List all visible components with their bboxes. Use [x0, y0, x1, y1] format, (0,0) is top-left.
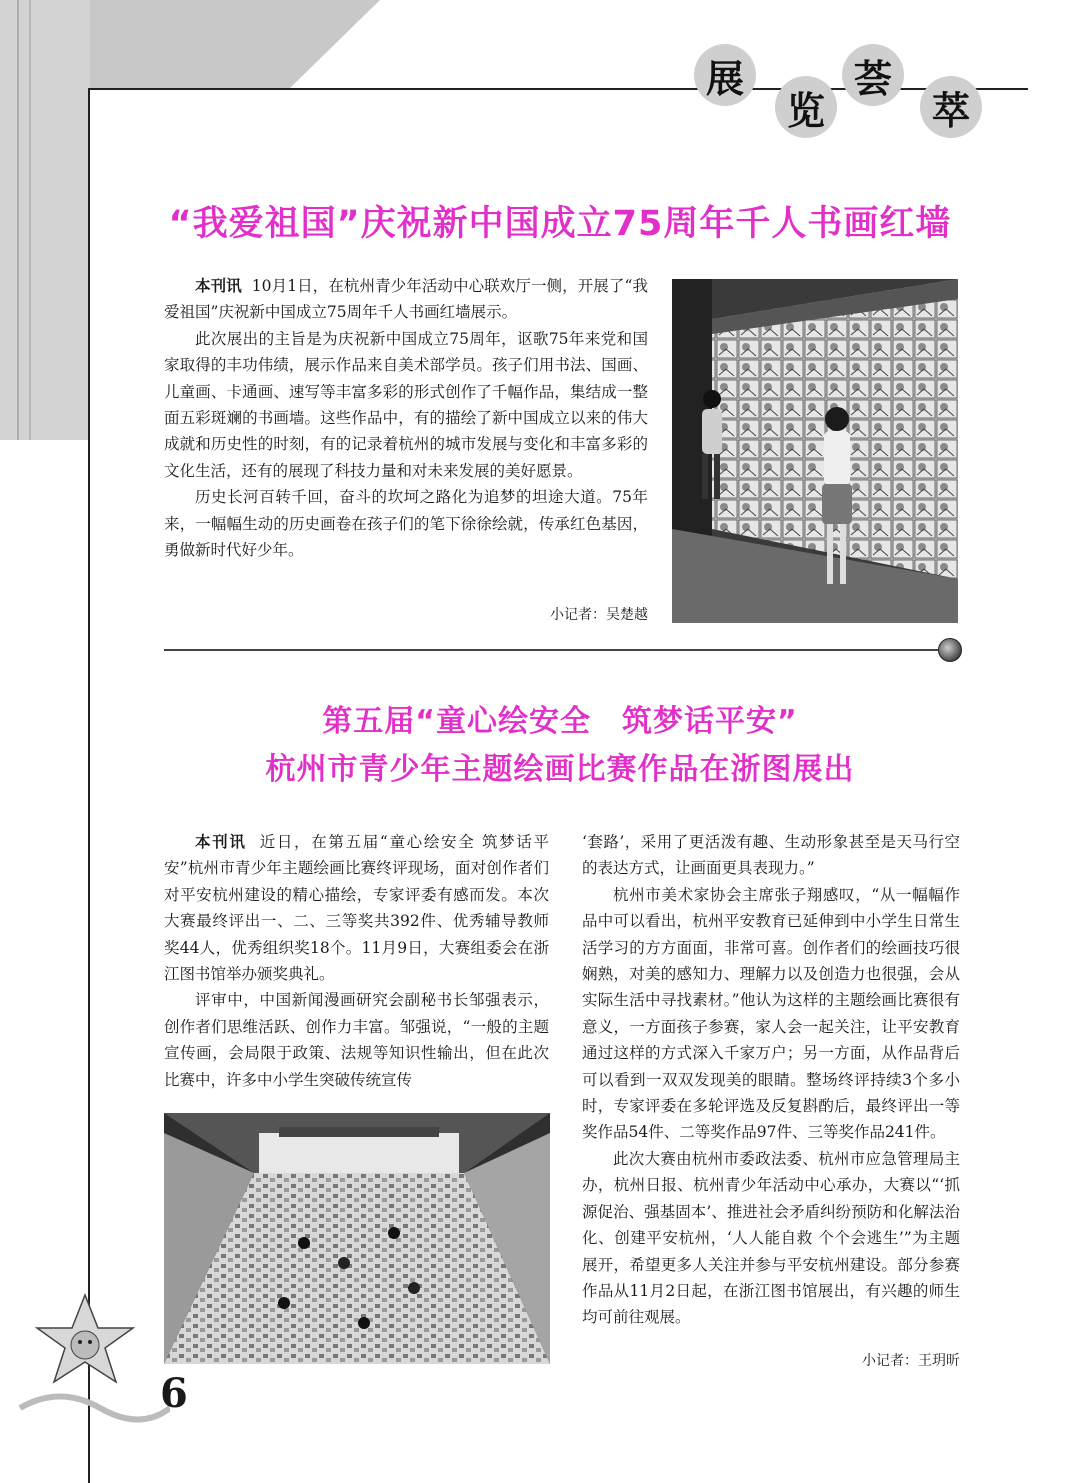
- page-number: 6: [160, 1370, 188, 1417]
- article2-paragraph-2-continued: ‘套路’，采用了更活泼有趣、生动形象甚至是天马行空的表达方式，让画面更具表现力。”: [582, 833, 960, 878]
- section-divider: [164, 649, 940, 651]
- photo-children-painting-wall: [672, 279, 958, 623]
- photo-exhibition-hall: [164, 1113, 550, 1364]
- article2-paragraph-3: 杭州市美术家协会主席张子翔感叹，“从一幅幅作品中可以看出，杭州平安教育已延伸到中小学生日常生活学习的方方面面，非常可喜。创作者们的绘画技巧很娴熟，对美的感知力、理解力以及创造力也很强，会从实际生活中寻找素材。”他认为这样的主题绘画比赛很有意义，一方面孩子参赛，家人会一起关注，让平安教育通过这样的方式深入千家万户；另一方面，从作品背后可以看到一双双发现美的眼睛。整场终评持续3个多小时，专家评委在多轮评选及反复斟酌后，最终评出一等奖作品54件、二等奖作品97件、三等奖作品241件。: [582, 885, 960, 1142]
- article2-paragraph-1: [164, 829, 549, 987]
- article1-paragraph-3: 历史长河百转千回，奋斗的坎坷之路化为追梦的坦途大道。75年来，一幅幅生动的历史画卷在孩子们的笔下徐徐绘就，传承红色基因，勇做新时代好少年。: [164, 488, 648, 560]
- article2-lead: 本刊讯: [195, 833, 247, 851]
- divider-bullet-icon: [938, 638, 962, 662]
- article2-p1-text: 近日，在第五届“童心绘安全 筑梦话平安”杭州市青少年主题绘画比赛终评现场，面对创作者们对平安杭州建设的精心描绘，专家评委有感而发。本次大赛最终评出一、二、三等奖共392件、优秀辅导教师奖44人，优秀组织奖18个。11月9日，大赛组委会在浙江图书馆举办颁奖典礼。: [164, 833, 549, 984]
- section-header-char-3: 荟: [842, 44, 904, 106]
- section-header-char-2: 览: [775, 76, 837, 138]
- star-mascot-icon: [0, 1290, 170, 1483]
- article1-p1-text: 10月1日，在杭州青少年活动中心联欢厅一侧，开展了“我爱祖国”庆祝新中国成立75周年千人书画红墙展示。: [164, 277, 648, 322]
- article1-title: “我爱祖国”庆祝新中国成立75周年千人书画红墙: [168, 204, 952, 244]
- article2-title-line1: 第五届“童心绘安全 筑梦话平安”: [322, 704, 798, 739]
- article1-paragraph-2: 此次展出的主旨是为庆祝新中国成立75周年，讴歌75年来党和国家取得的丰功伟绩，展示作品来自美术部学员。孩子们用书法、国画、儿童画、卡通画、速写等丰富多彩的形式创作了千幅作品，集结成一整面五彩斑斓的书画墙。这些作品中，有的描绘了新中国成立以来的伟大成就和历史性的时刻，有的记录着杭州的城市发展与变化和丰富多彩的文化生活，还有的展现了科技力量和对未来发展的美好愿景。: [164, 329, 648, 480]
- article2-signature: 小记者：王玥昕: [862, 1353, 960, 1369]
- article2-left-column: [164, 829, 549, 1093]
- article1-signature: 小记者：吴楚越: [550, 607, 648, 623]
- section-header-char-1: 展: [694, 44, 756, 106]
- frame-left-rule: [88, 88, 90, 1483]
- article1-paragraph-1: [164, 273, 648, 326]
- article2-paragraph-2: 评审中，中国新闻漫画研究会副秘书长邹强表示，创作者们思维活跃、创作力丰富。邹强说，“一般的主题宣传画，会局限于政策、法规等知识性输出，但在此次比赛中，许多中小学生突破传统宣传: [164, 991, 549, 1089]
- article2-right-column: [582, 829, 960, 1331]
- article2-title-line2: 杭州市青少年主题绘画比赛作品在浙图展出: [265, 752, 855, 787]
- article1-body: [164, 273, 648, 563]
- section-header-char-4: 萃: [920, 76, 982, 138]
- article2-paragraph-4: 此次大赛由杭州市委政法委、杭州市应急管理局主办，杭州日报、杭州青少年活动中心承办，大赛以“‘抓源促治、强基固本’、推进社会矛盾纠纷预防和化解法治化、创建平安杭州，‘人人能自救 个个会逃生’”为主题展开，希望更多人关注并参与平安杭州建设。部分参赛作品从11月2日起，在浙江图书馆展出，有兴趣的师生均可前往观展。: [582, 1149, 960, 1327]
- article1-lead: 本刊讯: [195, 277, 242, 295]
